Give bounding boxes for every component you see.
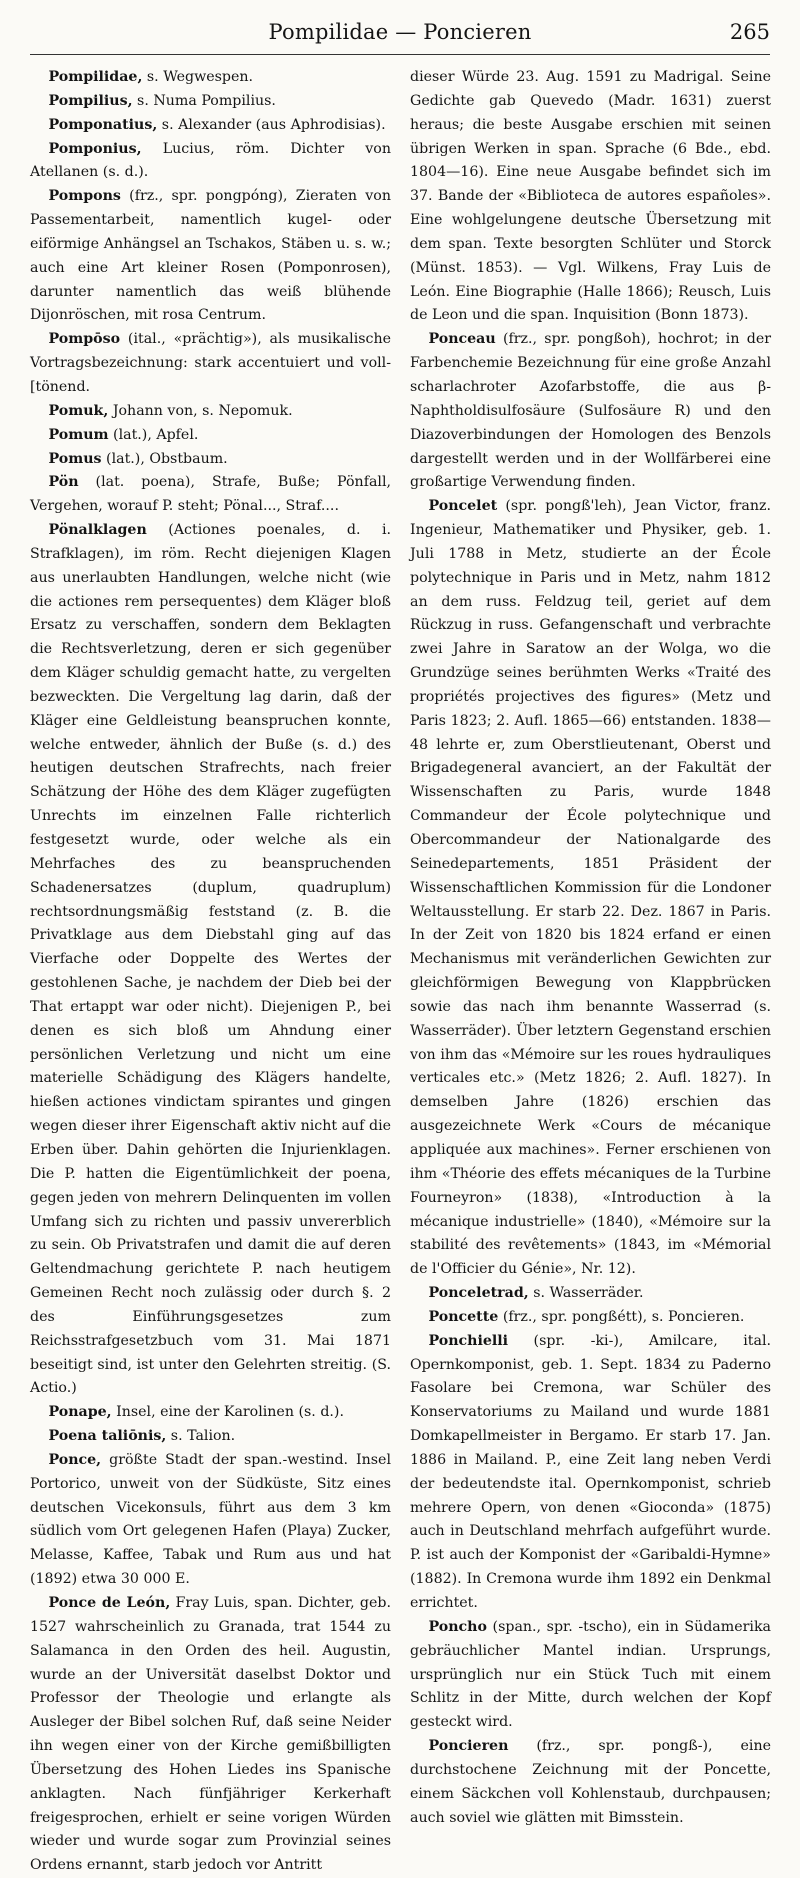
dictionary-entry [30, 424, 391, 448]
running-title: Pompilidae — Poncieren [268, 20, 532, 44]
entry-text: Insel, eine der Karolinen (s. d.). [111, 1404, 344, 1421]
dictionary-entry [30, 185, 391, 328]
dictionary-entry [30, 1425, 391, 1449]
left-column [30, 66, 391, 1874]
dictionary-entry [30, 90, 391, 114]
entry-text: (spr. -ki-), Amilcare, ital. Opernkomponist, geb. 1. Sept. 1834 zu Paderno Fasolare bei Cremona, war Schüler des Konservatoriums zu Mailand und wurde 1881 Domkapellmeister in Bergamo. Er starb 17. Jan. 1886 in Mailand. P., eine Zeit lang neben Verdi der bedeutendste ital. Opernkomponist, schrieb mehrere Opern, von denen «Gioconda» (1875) auch in Deutschland mehrfach aufgeführt wurde. P. ist auch der Komponist der «Garibaldi-Hymne» (1882). In Cremona wurde ihm 1892 ein Denkmal errichtet. [410, 1332, 771, 1611]
entry-text: (frz., spr. pongßoh), hochrot; in der Farbenchemie Bezeichnung für eine große Anzahl scharlachroter Azofarbstoffe, die aus β-Naphtholdisulfosäure (Sulfosäure R) und den Diazoverbindungen der Homologen des Benzols dargestellt werden und in der Wollfärberei eine großartige Verwendung finden. [410, 331, 771, 491]
entry-text: (span., spr. -tscho), ein in Südamerika gebräuchlicher Mantel indian. Ursprungs, ursprünglich nur ein Stück Tuch mit einem Schlitz in der Mitte, durch welchen der Kopf gesteckt wird. [410, 1618, 771, 1731]
dictionary-entry [410, 1282, 771, 1306]
dictionary-entry [30, 138, 391, 186]
entry-headword: Pomponius, [48, 140, 142, 157]
entry-headword: Poena taliōnis, [48, 1428, 167, 1445]
dictionary-entry [30, 1401, 391, 1425]
page-number: 265 [729, 20, 770, 44]
dictionary-entry [30, 471, 391, 519]
entry-headword: Poncette [428, 1308, 499, 1325]
right-column [410, 66, 771, 1826]
dictionary-entry [410, 1306, 771, 1330]
entry-headword: Ponceletrad, [428, 1285, 529, 1302]
entry-headword: Poncho [428, 1618, 487, 1635]
entry-headword: Pompilidae, [48, 69, 143, 85]
entry-text: (ital., «prächtig»), als musikalische Vortragsbezeichnung: stark accentuiert und voll- [tönend. [30, 331, 391, 395]
entry-headword: Ponce, [48, 1451, 102, 1468]
dictionary-entry [410, 66, 771, 328]
entry-headword: Ponchielli [428, 1332, 509, 1349]
dictionary-entry [30, 400, 391, 424]
dictionary-entry [30, 519, 391, 1401]
entry-text: (frz., spr. pongß-), eine durchstochene Zeichnung mit der Poncette, einem Säckchen voll Kohlenstaub, durchpausen; auch soviel wie glätten mit Bimsstein. [410, 1738, 771, 1826]
entry-text: (Actiones poenales, d. i. Strafklagen), im röm. Recht diejenigen Klagen aus unerlaubten Handlungen, welche nicht (wie die actiones rem persequentes) dem Kläger bloß Ersatz zu verschaffen, sondern dem Beklagten die Rechtsverletzung, deren er sich gegenüber dem Kläger schuldig gemacht hatte, zu vergelten bezweckten. Die Vergeltung lag darin, daß der Kläger eine Geldleistung beanspruchen konnte, welche entweder, ähnlich der Buße (s. d.) des heutigen deutschen Strafrechts, nach freier Schätzung der Höhe des dem Kläger zugefügten Unrechts im einzelnen Falle richterlich festgesetzt wurde, oder welche als ein Mehrfaches des zu beanspruchenden Schadenersatzes (duplum, quadruplum) rechtsordnungsmäßig feststand (z. B. die Privatklage aus dem Diebstahl ging auf das Vierfache oder Doppelte des Wertes der gestohlenen Sache, je nachdem der Dieb bei der That ertappt war oder nicht). Diejenigen P., bei denen es sich bloß um Ahndung einer persönlichen Verletzung und nicht um eine materielle Schädigung des Klägers handelte, hießen actiones vindictam spirantes und gingen wegen dieser ihrer Eigenschaft aktiv nicht auf die Erben über. Dahin gehörten die Injurienklagen. Die P. hatten die Eigentümlichkeit der poena, gegen jeden von mehrern Delinquenten im vollen Umfang sich zu richten und passiv unvererblich zu sein. Ob Privatstrafen und damit die auf deren Geltendmachung gerichtete P. nach heutigem Gemeinen Recht noch zulässig oder durch §. 2 des Einführungsgesetzes zum Reichsstrafgesetzbuch vom 31. Mai 1871 beseitigt sind, ist unter den Gelehrten streitig. (S. Actio.) [30, 522, 391, 1397]
entry-text: (lat.), Obstbaum. [101, 450, 228, 467]
entry-text: s. Numa Pompilius. [132, 92, 276, 109]
entry-headword: Pomponatius, [48, 116, 158, 133]
entry-text: s. Wegwespen. [142, 69, 254, 85]
entry-headword: Pomum [48, 426, 109, 443]
entry-text: dieser Würde 23. Aug. 1591 zu Madrigal. Seine Gedichte gab Quevedo (Madr. 1631) zuerst heraus; die beste Ausgabe erschien mit seinen übrigen Werken in span. Sprache (6 Bde., ebd. 1804—16). Eine neue Ausgabe befindet sich im 37. Bande der «Biblioteca de autores españoles». Eine wohlgelungene deutsche Übersetzung mit dem span. Texte besorgten Schlüter und Storck (Münst. 1853). — Vgl. Wilkens, Fray Luis de León. Eine Biographie (Halle 1866); Reusch, Luis de Leon und die span. Inquisition (Bonn 1873). [410, 69, 771, 324]
entry-headword: Ponceau [428, 331, 496, 348]
entry-headword: Pompilius, [48, 92, 133, 109]
dictionary-entry [410, 1616, 771, 1735]
entry-text: (frz., spr. pongßétt), s. Poncieren. [498, 1308, 745, 1325]
dictionary-entry [30, 1449, 391, 1592]
header-rule [30, 54, 770, 55]
entry-headword: Pompōso [48, 331, 121, 348]
entry-headword: Poncelet [428, 498, 498, 515]
entry-text: größte Stadt der span.-westind. Insel Portorico, unweit von der Südküste, Sitz eines deutschen Vicekonsuls, führt aus dem 3 km südlich vom Ort gelegenen Hafen (Playa) Zucker, Melasse, Kaffee, Tabak und Rum aus und hat (1892) etwa 30 000 E. [30, 1451, 391, 1588]
entry-text: (spr. pongß'leh), Jean Victor, franz. Ingenieur, Mathematiker und Physiker, geb. 1. Juli 1788 in Metz, studierte an der École polytechnique in Paris und in Metz, nahm 1812 an dem russ. Feldzug teil, geriet auf dem Rückzug in russ. Gefangenschaft und verbrachte zwei Jahre in Saratow an der Wolga, wo die Grundzüge seines berühmten Werks «Traité des propriétés projectives des figures» (Metz und Paris 1823; 2. Aufl. 1865—66) entstanden. 1838—48 lehrte er, zum Oberstlieutenant, Oberst und Brigadegeneral avanciert, an der Fakultät der Wissenschaften zu Paris, wurde 1848 Commandeur der École polytechnique und Obercommandeur der Nationalgarde des Seinedepartements, 1851 Präsident der Wissenschaftlichen Kommission für die Londoner Weltausstellung. Er starb 22. Dez. 1867 in Paris. In der Zeit von 1820 bis 1824 erfand er einen Mechanismus mit veränderlichen Gewichten zur gleichförmigen Bewegung von Klappbrücken sowie das nach ihm benannte Wasserrad (s. Wasserräder). Über letztern Gegenstand erschien von ihm das «Mémoire sur les roues hydrauliques verticales etc.» (Metz 1826; 2. Aufl. 1827). In demselben Jahre (1826) erschien das ausgezeichnete Werk «Cours de mécanique appliquée aux machines». Ferner erschienen von ihm «Théorie des effets mécaniques de la Turbine Fourneyron» (1838), «Introduction à la mécanique industrielle» (1840), «Mémoire sur la stabilité des revêtements» (1843, im «Mémorial de l'Officier du Génie», Nr. 12). [410, 498, 771, 1278]
entry-text: Lucius, röm. Dichter von Atellanen (s. d.). [30, 140, 391, 181]
dictionary-entry [30, 328, 391, 400]
entry-text: (lat.), Apfel. [108, 426, 199, 443]
dictionary-entry [410, 495, 771, 1282]
entry-text: Johann von, s. Nepomuk. [108, 402, 293, 419]
entry-headword: Pomus [48, 450, 102, 467]
entry-text: s. Alexander (aus Aphrodisias). [157, 116, 386, 133]
entry-headword: Pönalklagen [48, 522, 147, 539]
dictionary-entry [30, 448, 391, 472]
entry-text: (frz., spr. pongpóng), Zieraten von Passementarbeit, namentlich kugel- oder eiförmige Anhängsel an Tschakos, Stäben u. s. w.; auch eine Art kleiner Rosen (Pomponrosen), darunter namentlich das weiß blühende Dijonröschen, mit rosa Centrum. [30, 188, 391, 324]
entry-headword: Pompons [48, 188, 121, 205]
entry-text: s. Talion. [166, 1428, 236, 1445]
entry-headword: Pön [48, 474, 79, 491]
entry-text: s. Wasserräder. [528, 1285, 644, 1302]
entry-text: Fray Luis, span. Dichter, geb. 1527 wahrscheinlich zu Granada, trat 1544 zu Salamanca in den Orden des heil. Augustin, wurde an der Universität daselbst Doktor und Professor der Theologie und erlangte als Ausleger der Bibel solchen Ruf, daß seine Neider ihn wegen einer von der Kirche gemißbilligten Übersetzung des Hohen Liedes ins Spanische anklagten. Nach fünfjähriger Kerkerhaft freigesprochen, erhielt er seine vorigen Würden wieder und wurde sogar zum Provinzial seines Ordens ernannt, starb jedoch vor Antritt [30, 1595, 391, 1874]
entry-text: (lat. poena), Strafe, Buße; Pönfall, Vergehen, worauf P. steht; Pönal..., Straf.... [30, 474, 391, 515]
dictionary-entry [410, 328, 771, 495]
entry-headword: Poncieren [428, 1738, 509, 1755]
dictionary-entry [30, 1592, 391, 1878]
dictionary-entry [30, 66, 391, 90]
dictionary-entry [410, 1735, 771, 1830]
dictionary-entry [410, 1330, 771, 1616]
entry-headword: Ponape, [48, 1404, 112, 1421]
entry-headword: Pomuk, [48, 402, 109, 419]
dictionary-entry [30, 114, 391, 138]
entry-headword: Ponce de León, [48, 1595, 171, 1611]
